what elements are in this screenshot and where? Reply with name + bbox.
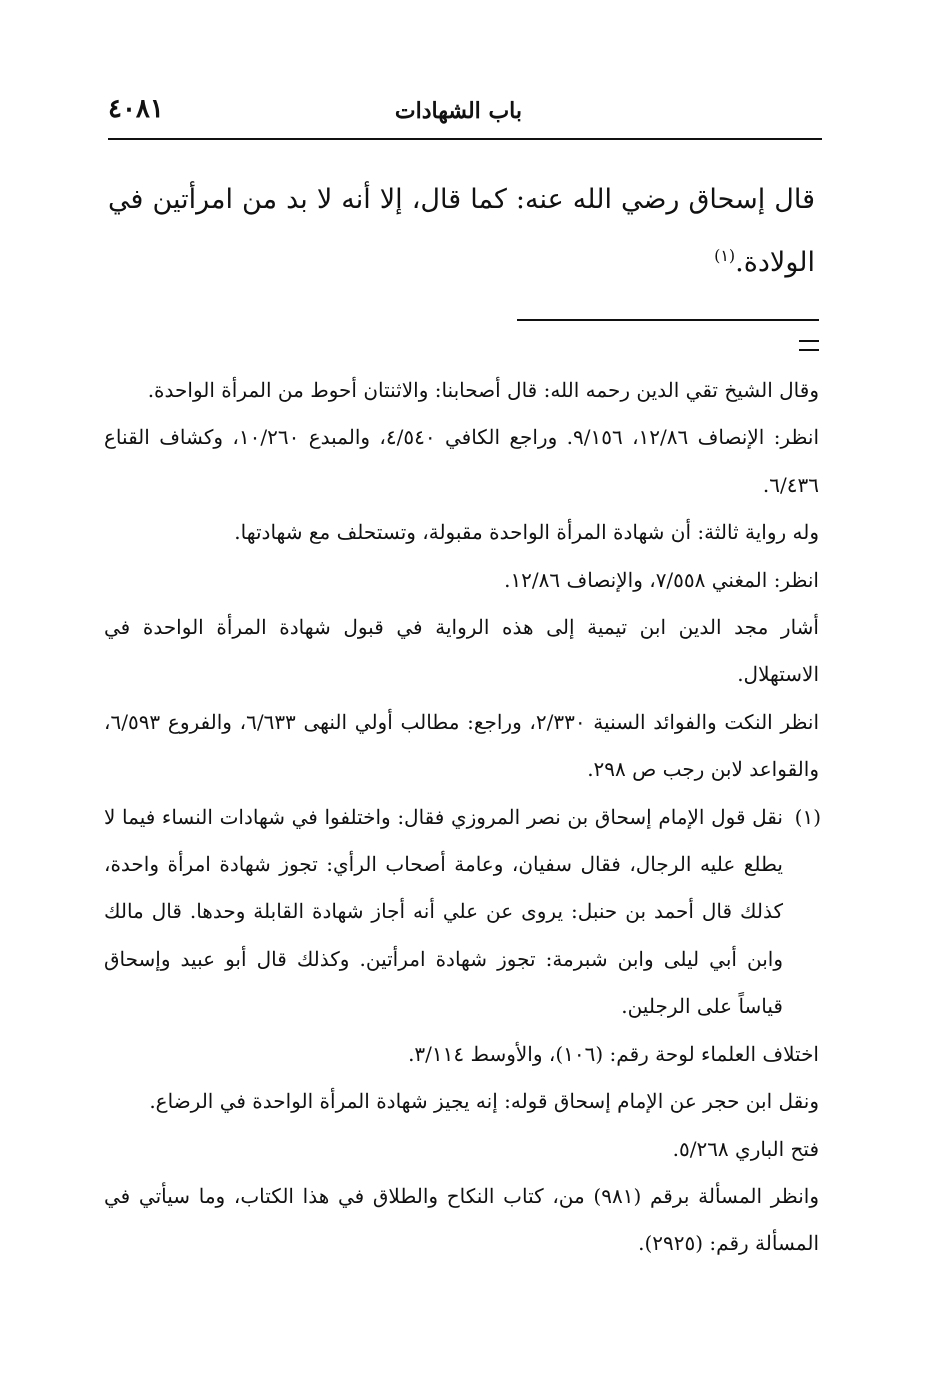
note-line: أشار مجد الدين ابن تيمية إلى هذه الرواية في قبول شهادة المرأة الواحدة في الاستهلال. [104, 615, 819, 687]
footnote-paragraph: ونقل ابن حجر عن الإمام إسحاق قوله: إنه يجيز شهادة المرأة الواحدة في الرضاع. [149, 1089, 819, 1114]
note-line: انظر: الإنصاف ١٢/٨٦، ٩/١٥٦. وراجع الكافي ٤/٥٤٠، والمبدع ١٠/٢٦٠، وكشاف القناع ٦/٤٣٦. [104, 425, 819, 497]
footnote-body [104, 794, 819, 1031]
note-line: وله رواية ثالثة: أن شهادة المرأة الواحدة مقبولة، وتستحلف مع شهادتها. [234, 520, 819, 545]
footnote-marker: (١) [714, 246, 736, 265]
footnote-separator [517, 319, 819, 321]
running-header [108, 94, 822, 140]
note-line: انظر: المغني ٧/٥٥٨، والإنصاف ١٢/٨٦. [504, 567, 819, 592]
chapter-title: باب الشهادات [394, 98, 522, 124]
footnote-paragraph: فتح الباري ٥/٢٦٨. [672, 1136, 819, 1161]
page-number: ٤٠٨١ [108, 94, 164, 124]
footnotes-section [104, 367, 819, 1268]
footnote-paragraph: اختلاف العلماء لوحة رقم: (١٠٦)، والأوسط ٣/١١٤. [408, 1041, 819, 1066]
note-line: انظر النكت والفوائد السنية ٢/٣٣٠، وراجع: مطالب أولي النهى ٦/٦٣٣، والفروع ٦/٥٩٣، والقواعد لابن رجب ص ٢٩٨. [104, 709, 820, 782]
continuation-mark [799, 340, 819, 351]
main-text [108, 172, 815, 291]
footnote-number: (١) [794, 804, 821, 829]
footnote-paragraph: وانظر المسألة برقم (٩٨١) من، كتاب النكاح والطلاق في هذا الكتاب، وما سيأتي في المسألة رقم: (٢٩٢٥). [104, 1183, 819, 1256]
footnote-paragraph: نقل قول الإمام إسحاق بن نصر المروزي فقال: واختلفوا في شهادات النساء فيما لا يطلع عليه الرجال، فقال سفيان، وعامة أصحاب الرأي: تجوز شهادة امرأة واحدة، كذلك قال أحمد بن حنبل: يروى عن علي أنه أجاز شهادة القابلة وحدها. قال مالك وابن أبي ليلى وابن شبرمة: تجوز شهادة امرأتين. وكذلك قال أبو عبيد وإسحاق قياساً على الرجلين. [104, 804, 783, 1019]
main-paragraph: قال إسحاق رضي الله عنه: كما قال، إلا أنه لا بد من امرأتين في الولادة. [108, 184, 815, 278]
note-line: وقال الشيخ تقي الدين رحمه الله: قال أصحابنا: والاثنتان أحوط من المرأة الواحدة. [147, 378, 819, 402]
footnote-1 [104, 794, 819, 1268]
